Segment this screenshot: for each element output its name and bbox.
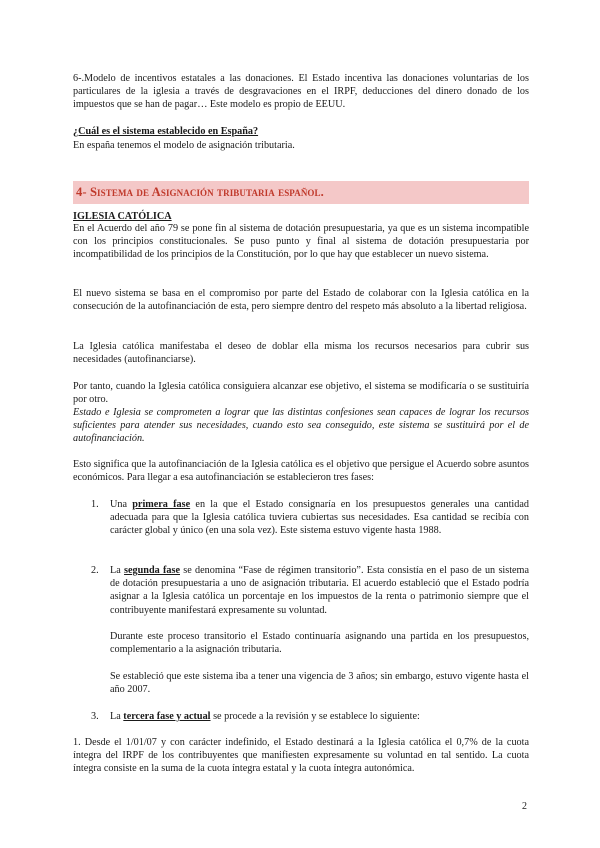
list-item-number: 3. bbox=[91, 711, 99, 722]
subheading-iglesia-catolica: IGLESIA CATÓLICA bbox=[73, 211, 172, 222]
paragraph-final: 1. Desde el 1/01/07 y con carácter indefinido, el Estado destinará a la Iglesia católica el 0,7% de la cuota íntegra del IRPF de los contribuyentes que manifiesten expresamente su voluntad en tal sentido. La cuota íntegra consiste en la suma de la cuota íntegra estatal y la cuota íntegra autonómica. bbox=[73, 737, 529, 775]
answer-paragraph: En españa tenemos el modelo de asignación tributaria. bbox=[73, 140, 295, 151]
paragraph-3: La Iglesia católica manifestaba el deseo de doblar ella misma los recursos necesarios para cubrir sus necesidades (autofinanciarse). bbox=[73, 341, 529, 366]
list-item-number: 2. bbox=[91, 565, 99, 576]
paragraph-1: En el Acuerdo del año 79 se pone fin al sistema de dotación presupuestaria, ya que es un sistema incompatible con los principios constitucionales. Se puso punto y final al sistema de dotación presupuestaria por incompatibilidad de los principios de la Constitución, por lo que hay que establecer un nuevo sistema. bbox=[73, 223, 529, 261]
list-item-number: 1. bbox=[91, 499, 99, 510]
list-item-3: La tercera fase y actual se procede a la revisión y se establece lo siguiente: bbox=[110, 711, 420, 722]
paragraph-5: Esto significa que la autofinanciación de la Iglesia católica es el objetivo que persigue el Acuerdo sobre asuntos económicos. Para llegar a esa autofinanciación se establecieron tres fases: bbox=[73, 459, 529, 484]
list-item-2-extra-1: Durante este proceso transitorio el Estado continuaría asignando una partida en los presupuestos, complementario a la asignación tributaria. bbox=[110, 631, 529, 656]
paragraph-2: El nuevo sistema se basa en el compromiso por parte del Estado de colaborar con la Iglesia católica en la consecución de la autofinanciación de esta, pero siempre dentro del respeto más absoluto a la libertad religiosa. bbox=[73, 288, 529, 313]
list-item-1-term: primera fase bbox=[132, 499, 191, 510]
paragraph-4-italic: Estado e Iglesia se comprometen a lograr que las distintas confesiones sean capaces de lograr los recursos suficientes para atender sus necesidades, cuando esto sea conseguido, este sistema se sustituirá por el de autofinanciación. bbox=[73, 407, 529, 445]
list-item-2: La segunda fase se denomina “Fase de régimen transitorio”. Esta consistía en el paso de un sistema de dotación presupuestaria a uno de asignación tributaria. El acuerdo estableció que el Estado podría asignar a la Iglesia católica un porcentaje en los impuestos de la renta o patrimonio siempre que el contribuyente manifestará expresamente su voluntad. bbox=[110, 565, 530, 616]
list-item-2-extra-2: Se estableció que este sistema iba a tener una vigencia de 3 años; sin embargo, estuvo vigente hasta el año 2007. bbox=[110, 671, 529, 696]
list-item-1: Una primera fase en la que el Estado consignaría en los presupuestos generales una cantidad adecuada para que la Iglesia católica tuviera cubiertas sus necesidades. Esa cantidad se recibía con carácter global y único (en una sola vez). Este sistema estuvo vigente hasta 1988. bbox=[110, 499, 529, 537]
list-item-3-term: tercera fase y actual bbox=[123, 711, 211, 722]
list-item-2-term: segunda fase bbox=[124, 565, 180, 576]
paragraph-4: Por tanto, cuando la Iglesia católica consiguiera alcanzar ese objetivo, el sistema se modificaría o se sustituiría por otro. bbox=[73, 381, 529, 406]
page-number: 2 bbox=[522, 801, 527, 812]
question-heading: ¿Cuál es el sistema establecido en España? bbox=[73, 126, 259, 137]
paragraph-modelo-6: 6-.Modelo de incentivos estatales a las donaciones. El Estado incentiva las donaciones voluntarias de los particulares de la iglesia a través de desgravaciones en el IRPF, deducciones del dinero donado de los impuestos que se han de pagar… Este modelo es propio de EEUU. bbox=[73, 73, 529, 111]
section-heading: 4- Sistema de Asignación tributaria español. bbox=[76, 185, 324, 199]
